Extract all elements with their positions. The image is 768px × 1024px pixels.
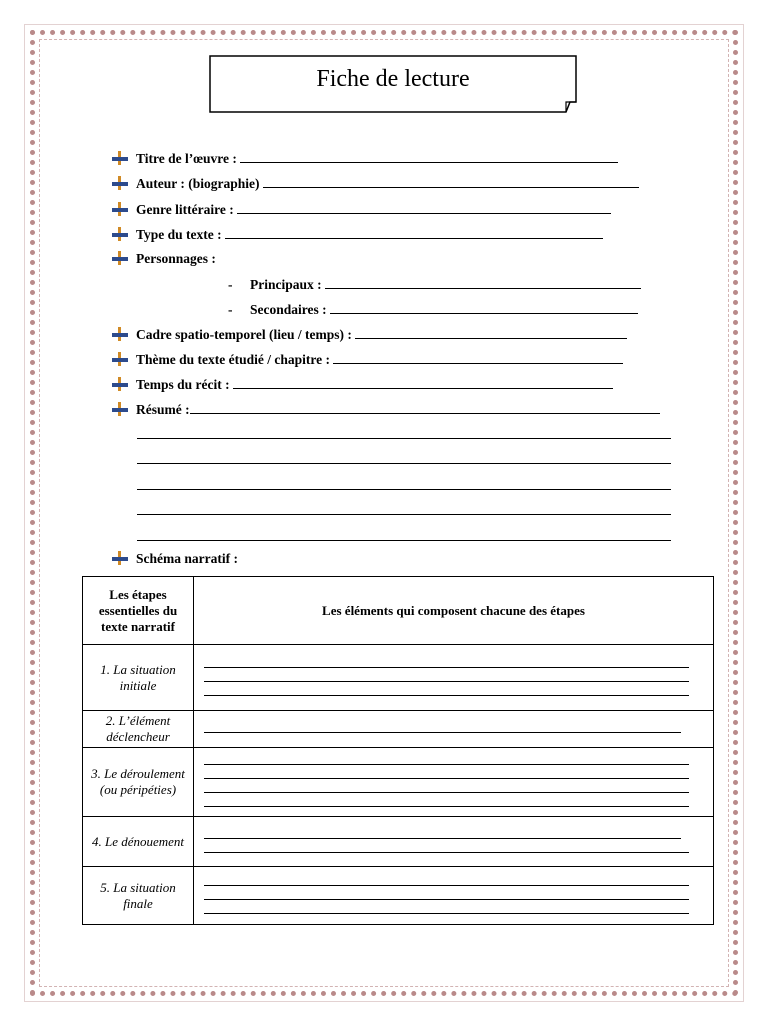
dash: - [228, 302, 233, 317]
resume-line[interactable] [137, 514, 671, 515]
field-genre [112, 201, 611, 218]
table-row [83, 748, 714, 817]
field-auteur [112, 175, 639, 192]
sub-label: Principaux : [250, 277, 322, 292]
write-line[interactable] [225, 226, 603, 239]
stage-lines[interactable] [194, 867, 714, 925]
stage-label: 5. La situation finale [83, 867, 194, 925]
stage-label: 2. L’élément déclencheur [83, 711, 194, 748]
field-label: Résumé : [136, 402, 190, 417]
table-row [83, 711, 714, 748]
field-temps [112, 376, 613, 393]
table-row [83, 867, 714, 925]
write-line[interactable] [190, 401, 660, 414]
field-label: Cadre spatio-temporel (lieu / temps) : [136, 327, 352, 342]
field-label: Genre littéraire : [136, 202, 234, 217]
field-label: Temps du récit : [136, 377, 230, 392]
title-banner [208, 54, 578, 114]
write-line[interactable] [333, 351, 623, 364]
sub-label: Secondaires : [250, 302, 327, 317]
bullet-icon [112, 551, 128, 565]
header-col2: Les éléments qui composent chacune des étapes [194, 577, 714, 645]
stage-lines[interactable] [194, 645, 714, 711]
field-label: Schéma narratif : [136, 551, 238, 566]
field-titre [112, 150, 618, 167]
write-line[interactable] [233, 376, 613, 389]
table-row [83, 645, 714, 711]
write-line[interactable] [240, 150, 618, 163]
bullet-icon [112, 352, 128, 366]
field-label: Titre de l’œuvre : [136, 151, 237, 166]
bullet-icon [112, 327, 128, 341]
bullet-icon [112, 151, 128, 165]
bullet-icon [112, 402, 128, 416]
header-col1: Les étapes essentielles du texte narratif [83, 577, 194, 645]
stage-lines[interactable] [194, 748, 714, 817]
resume-line[interactable] [137, 540, 671, 541]
bullet-icon [112, 176, 128, 190]
field-label: Auteur : (biographie) [136, 176, 260, 191]
resume-line[interactable] [137, 463, 671, 464]
field-personnages [112, 251, 216, 267]
field-cadre [112, 326, 627, 343]
bullet-icon [112, 202, 128, 216]
personnages-principaux [228, 276, 641, 293]
field-type [112, 226, 603, 243]
bullet-icon [112, 227, 128, 241]
write-line[interactable] [355, 326, 627, 339]
stage-lines[interactable] [194, 817, 714, 867]
write-line[interactable] [263, 175, 639, 188]
stage-lines[interactable] [194, 711, 714, 748]
stage-label: 1. La situation initiale [83, 645, 194, 711]
schema-label [112, 551, 238, 567]
schema-table [82, 576, 714, 925]
write-line[interactable] [237, 201, 611, 214]
bullet-icon [112, 251, 128, 265]
field-label: Personnages : [136, 251, 216, 266]
field-label: Type du texte : [136, 227, 222, 242]
resume-line[interactable] [137, 489, 671, 490]
stage-label: 3. Le déroulement (ou péripéties) [83, 748, 194, 817]
page-title: Fiche de lecture [316, 66, 470, 92]
resume-line[interactable] [137, 438, 671, 439]
write-line[interactable] [325, 276, 641, 289]
field-theme [112, 351, 623, 368]
table-row [83, 817, 714, 867]
write-line[interactable] [330, 301, 638, 314]
field-label: Thème du texte étudié / chapitre : [136, 352, 330, 367]
table-header-row [83, 577, 714, 645]
personnages-secondaires [228, 301, 638, 318]
bullet-icon [112, 377, 128, 391]
stage-label: 4. Le dénouement [83, 817, 194, 867]
field-resume [112, 401, 660, 418]
dash: - [228, 277, 233, 292]
